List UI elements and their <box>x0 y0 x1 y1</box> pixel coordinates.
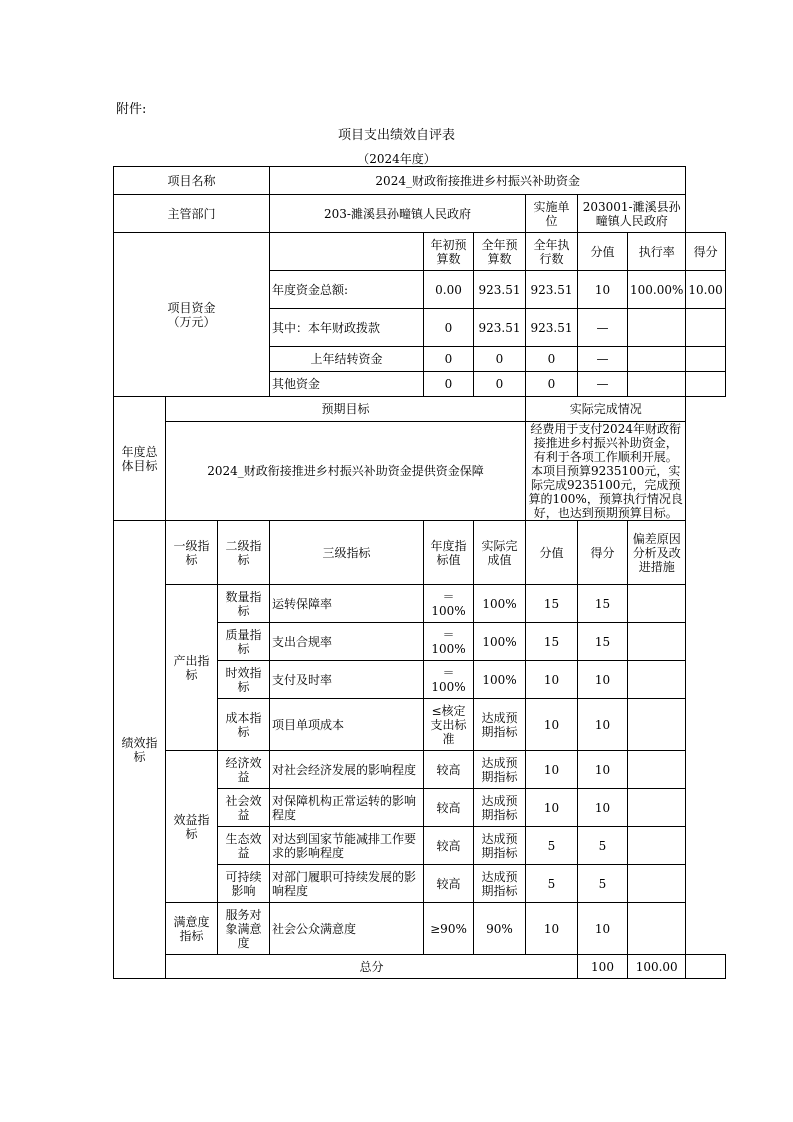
ind-level2: 可持续影响 <box>218 865 270 903</box>
ind-level3: 对保障机构正常运转的影响程度 <box>270 789 424 827</box>
ind-score: 15 <box>578 623 628 661</box>
funds-score-value: — <box>578 372 628 397</box>
ind-deviation <box>628 751 686 789</box>
ind-level3: 支付及时率 <box>270 661 424 699</box>
funds-annual: 0 <box>474 347 526 372</box>
level1-output: 产出指标 <box>166 585 218 751</box>
funds-rate <box>628 372 686 397</box>
level1-satisfaction: 满意度指标 <box>166 903 218 955</box>
goals-expected-text: 2024_财政衔接推进乡村振兴补助资金提供资金保障 <box>166 422 526 521</box>
ind-actual: 达成预期指标 <box>474 751 526 789</box>
ind-score-value: 10 <box>526 789 578 827</box>
ind-col-score-value: 分值 <box>526 521 578 585</box>
ind-level2: 服务对象满意度 <box>218 903 270 955</box>
funds-initial: 0.00 <box>424 271 474 309</box>
ind-level3: 支出合规率 <box>270 623 424 661</box>
ind-deviation <box>628 623 686 661</box>
indicators-section-label: 绩效指标 <box>114 521 166 979</box>
total-deviation <box>686 955 725 979</box>
ind-actual: 100% <box>474 585 526 623</box>
funds-rate: 100.00% <box>628 271 686 309</box>
project-name-value: 2024_财政衔接推进乡村振兴补助资金 <box>270 167 686 195</box>
ind-target: 较高 <box>424 827 474 865</box>
funds-row-label: 其中：本年财政拨款 <box>270 309 424 347</box>
funds-annual: 923.51 <box>474 309 526 347</box>
funds-row-label: 上年结转资金 <box>270 347 424 372</box>
form-year: （2024年度） <box>357 152 436 166</box>
funds-rate <box>628 347 686 372</box>
ind-level3: 社会公众满意度 <box>270 903 424 955</box>
ind-deviation <box>628 789 686 827</box>
performance-table <box>113 166 726 979</box>
ind-score: 15 <box>578 585 628 623</box>
ind-deviation <box>628 903 686 955</box>
project-name-label: 项目名称 <box>114 167 270 195</box>
dept-value: 203-濉溪县孙疃镇人民政府 <box>270 195 526 233</box>
ind-actual: 达成预期指标 <box>474 865 526 903</box>
ind-target: ≥90% <box>424 903 474 955</box>
funds-executed: 0 <box>526 372 578 397</box>
funds-row-label: 年度资金总额: <box>270 271 424 309</box>
ind-actual: 90% <box>474 903 526 955</box>
ind-target: 较高 <box>424 789 474 827</box>
ind-score-value: 10 <box>526 699 578 751</box>
funds-section-label: 项目资金 （万元） <box>114 233 270 397</box>
ind-level2: 质量指标 <box>218 623 270 661</box>
funds-score <box>686 347 725 372</box>
funds-row-label: 其他资金 <box>270 372 424 397</box>
ind-actual: 达成预期指标 <box>474 789 526 827</box>
ind-level2: 成本指标 <box>218 699 270 751</box>
funds-score-value: — <box>578 309 628 347</box>
form-title: 项目支出绩效自评表 <box>337 128 455 143</box>
ind-col-score: 得分 <box>578 521 628 585</box>
funds-score-value: 10 <box>578 271 628 309</box>
goals-expected-header: 预期目标 <box>166 397 526 422</box>
funds-rate <box>628 309 686 347</box>
ind-target: 较高 <box>424 865 474 903</box>
ind-score: 10 <box>578 903 628 955</box>
level1-benefit: 效益指标 <box>166 751 218 903</box>
impl-value: 203001-濉溪县孙疃镇人民政府 <box>578 195 686 233</box>
funds-score <box>686 309 725 347</box>
ind-col-target: 年度指标值 <box>424 521 474 585</box>
ind-score: 10 <box>578 751 628 789</box>
funds-executed: 923.51 <box>526 271 578 309</box>
ind-target: ＝100% <box>424 623 474 661</box>
total-score: 100.00 <box>628 955 686 979</box>
funds-col-initial: 年初预算数 <box>424 233 474 271</box>
total-score-value: 100 <box>578 955 628 979</box>
funds-initial: 0 <box>424 347 474 372</box>
ind-actual: 达成预期指标 <box>474 699 526 751</box>
funds-score <box>686 372 725 397</box>
ind-score-value: 10 <box>526 661 578 699</box>
ind-deviation <box>628 661 686 699</box>
ind-actual: 达成预期指标 <box>474 827 526 865</box>
ind-level3: 运转保障率 <box>270 585 424 623</box>
ind-deviation <box>628 827 686 865</box>
ind-level3: 项目单项成本 <box>270 699 424 751</box>
ind-actual: 100% <box>474 623 526 661</box>
funds-executed: 0 <box>526 347 578 372</box>
ind-score: 10 <box>578 661 628 699</box>
ind-level2: 时效指标 <box>218 661 270 699</box>
ind-level3: 对社会经济发展的影响程度 <box>270 751 424 789</box>
ind-target: ≤核定支出标准 <box>424 699 474 751</box>
ind-level2: 数量指标 <box>218 585 270 623</box>
funds-col-executed: 全年执行数 <box>526 233 578 271</box>
ind-level2: 社会效益 <box>218 789 270 827</box>
ind-deviation <box>628 699 686 751</box>
dept-label: 主管部门 <box>114 195 270 233</box>
ind-target: ＝100% <box>424 661 474 699</box>
ind-col-level2: 二级指标 <box>218 521 270 585</box>
impl-label: 实施单位 <box>526 195 578 233</box>
ind-score-value: 5 <box>526 827 578 865</box>
ind-score-value: 15 <box>526 585 578 623</box>
ind-level2: 经济效益 <box>218 751 270 789</box>
funds-score-value: — <box>578 347 628 372</box>
funds-score: 10.00 <box>686 271 725 309</box>
funds-col-annual: 全年预算数 <box>474 233 526 271</box>
ind-col-deviation: 偏差原因分析及改进措施 <box>628 521 686 585</box>
ind-score-value: 15 <box>526 623 578 661</box>
funds-initial: 0 <box>424 372 474 397</box>
ind-score: 10 <box>578 699 628 751</box>
ind-level3: 对达到国家节能减排工作要求的影响程度 <box>270 827 424 865</box>
funds-col-score: 得分 <box>686 233 725 271</box>
ind-score: 5 <box>578 827 628 865</box>
ind-target: ＝100% <box>424 585 474 623</box>
goals-actual-text: 经费用于支付2024年财政衔接推进乡村振兴补助资金，有利于各项工作顺利开展。本项目预算9235100元，实际完成9235100元，完成预算的100%，预算执行情况良好，也达到预期预算目标。 <box>526 422 686 521</box>
funds-annual: 923.51 <box>474 271 526 309</box>
ind-col-actual: 实际完成值 <box>474 521 526 585</box>
ind-level3: 对部门履职可持续发展的影响程度 <box>270 865 424 903</box>
funds-annual: 0 <box>474 372 526 397</box>
funds-col-score-value: 分值 <box>578 233 628 271</box>
attachment-label: 附件: <box>116 102 147 117</box>
ind-col-level1: 一级指标 <box>166 521 218 585</box>
ind-score-value: 10 <box>526 903 578 955</box>
ind-score: 5 <box>578 865 628 903</box>
funds-header-blank <box>270 233 424 271</box>
funds-col-rate: 执行率 <box>628 233 686 271</box>
ind-actual: 100% <box>474 661 526 699</box>
ind-score-value: 10 <box>526 751 578 789</box>
ind-score-value: 5 <box>526 865 578 903</box>
ind-score: 10 <box>578 789 628 827</box>
ind-target: 较高 <box>424 751 474 789</box>
total-label: 总分 <box>166 955 578 979</box>
ind-col-level3: 三级指标 <box>270 521 424 585</box>
ind-deviation <box>628 585 686 623</box>
ind-level2: 生态效益 <box>218 827 270 865</box>
funds-executed: 923.51 <box>526 309 578 347</box>
goals-actual-header: 实际完成情况 <box>526 397 686 422</box>
funds-initial: 0 <box>424 309 474 347</box>
ind-deviation <box>628 865 686 903</box>
goals-section-label: 年度总体目标 <box>114 397 166 521</box>
